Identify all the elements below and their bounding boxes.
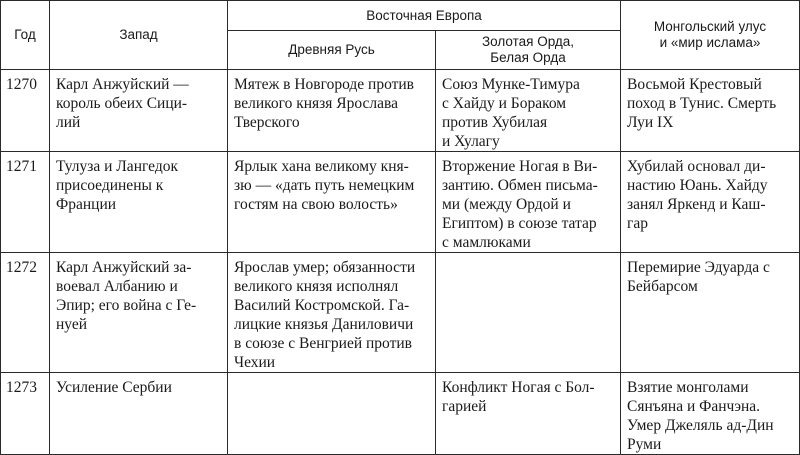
cell-horde: Вторжение Ногая в Ви- зантию. Обмен письма- ми (между Ордой и Египтом) в союзе татар с мамлюками <box>436 152 621 253</box>
cell-mongol: Перемирие Эдуарда с Бейбарсом <box>621 253 800 373</box>
header-mongol: Монгольский улус и «мир ислама» <box>621 1 800 70</box>
cell-mongol: Взятие монголами Сянъяна и Фанчэна. Умер Джеляль ад-Дин Руми <box>621 373 800 455</box>
header-row-top <box>1 1 800 31</box>
cell-horde: Конфликт Ногая с Бол- гарией <box>436 373 621 455</box>
table-row <box>1 152 800 253</box>
table-row <box>1 373 800 455</box>
cell-west: Карл Анжуйский за- воевал Албанию и Эпир; его война с Ге- нуей <box>50 253 228 373</box>
table-row <box>1 70 800 152</box>
cell-year: 1271 <box>1 152 50 253</box>
header-east-europe: Восточная Европа <box>228 1 621 31</box>
cell-year: 1270 <box>1 70 50 152</box>
header-horde: Золотая Орда, Белая Орда <box>436 31 621 70</box>
cell-west: Тулуза и Лангедок присоединены к Франции <box>50 152 228 253</box>
cell-mongol: Восьмой Крестовый поход в Тунис. Смерть Луи IX <box>621 70 800 152</box>
cell-rus: Ярлык хана великому кня- зю — «дать путь немецким гостям на свою волость» <box>228 152 436 253</box>
cell-year: 1272 <box>1 253 50 373</box>
cell-west: Карл Анжуйский — король обеих Сици- лий <box>50 70 228 152</box>
cell-rus <box>228 373 436 455</box>
cell-mongol: Хубилай основал ди- настию Юань. Хайду занял Яркенд и Каш- гар <box>621 152 800 253</box>
cell-horde <box>436 253 621 373</box>
header-year: Год <box>1 1 50 70</box>
cell-year: 1273 <box>1 373 50 455</box>
cell-rus: Ярослав умер; обязанности великого князя исполнял Василий Костромской. Га- лицкие князья Даниловичи в союзе с Венгрией против Чехии <box>228 253 436 373</box>
table-row <box>1 253 800 373</box>
header-west: Запад <box>50 1 228 70</box>
cell-horde: Союз Мунке-Тимура с Хайду и Бораком против Хубилая и Хулагу <box>436 70 621 152</box>
cell-west: Усиление Сербии <box>50 373 228 455</box>
header-rus: Древняя Русь <box>228 31 436 70</box>
cell-rus: Мятеж в Новгороде против великого князя Ярослава Тверского <box>228 70 436 152</box>
